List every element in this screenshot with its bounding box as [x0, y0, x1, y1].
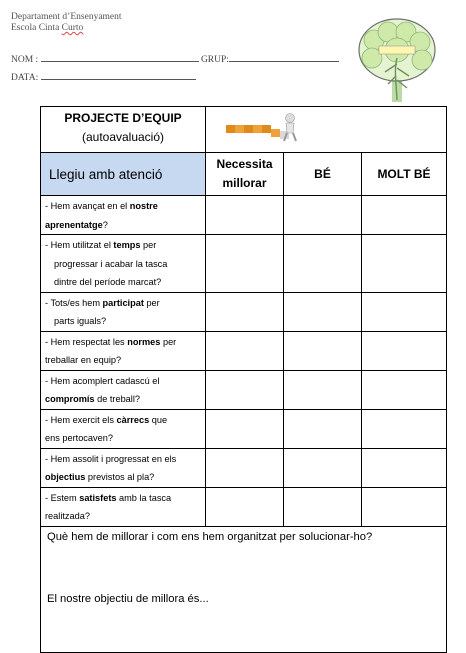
school-name — [11, 23, 122, 34]
improvement-question: Què hem de millorar i com ens hem organitzat per solucionar-ho? — [47, 530, 373, 543]
q4-good-cell[interactable] — [284, 331, 362, 370]
q2-text-c: per — [140, 240, 157, 250]
col-good: BÉ — [284, 153, 362, 196]
q1-good-cell[interactable] — [284, 196, 362, 235]
q6-text-a: - Hem exercit els — [45, 414, 117, 425]
assessment-table — [40, 106, 447, 653]
q5-bold: compromís — [45, 394, 95, 404]
q3-good-cell[interactable] — [284, 292, 362, 331]
q6-bold: càrrecs — [116, 414, 150, 425]
q3-text-c: per — [143, 297, 160, 308]
q3-text-a: - Tots/es hem — [45, 297, 103, 308]
col1-line1: Necessita — [216, 157, 273, 171]
q6-text-d: ens pertocaven? — [45, 433, 113, 443]
q1-text-d: ? — [102, 219, 108, 230]
q6-good-cell[interactable] — [284, 409, 362, 448]
q2-very-good-cell[interactable] — [362, 235, 447, 293]
q5-good-cell[interactable] — [284, 370, 362, 409]
q2-text-d: progressar i acabar la tasca — [54, 258, 168, 269]
q3-bold: participat — [102, 297, 144, 308]
q7-good-cell[interactable] — [284, 448, 362, 487]
project-title: PROJECTE D’EQUIP — [64, 111, 182, 125]
q6-very-good-cell[interactable] — [362, 409, 447, 448]
instructions-cell: Llegiu amb atenció — [41, 153, 206, 196]
q2-text-e: dintre del període marcat? — [54, 277, 162, 287]
reflection-cell[interactable] — [41, 526, 447, 652]
date-row — [11, 71, 196, 83]
question-row — [41, 409, 447, 448]
q7-text-c: previstos al pla? — [85, 472, 155, 482]
school-header — [11, 12, 122, 34]
school-name-suffix: Curto — [61, 23, 84, 33]
title-image-cell — [206, 107, 447, 153]
grup-label: GRUP: — [200, 55, 229, 65]
q6-needs-improvement-cell[interactable] — [206, 409, 284, 448]
data-line — [41, 71, 196, 80]
q5-very-good-cell[interactable] — [362, 370, 447, 409]
q1-very-good-cell[interactable] — [362, 196, 447, 235]
question-row — [41, 292, 447, 331]
col1-line2: millorar — [222, 176, 267, 190]
department-name: Departament d’Ensenyament — [11, 12, 122, 22]
school-name-prefix: Escola Cinta — [11, 23, 60, 33]
q5-text-a: - Hem acomplert cadascú el — [45, 375, 160, 386]
q1-text-a: - Hem avançat en el — [45, 201, 130, 211]
q1-bold-1: nostre — [129, 201, 158, 211]
stacking-blocks-icon — [224, 111, 304, 143]
question-row — [41, 370, 447, 409]
q6-text-c: que — [149, 414, 168, 425]
question-row — [41, 487, 447, 526]
question-row — [41, 196, 447, 235]
question-1 — [41, 196, 206, 235]
col-needs-improvement — [206, 153, 284, 196]
school-logo-tree-icon — [352, 14, 442, 104]
reflection-row — [41, 526, 447, 652]
q5-needs-improvement-cell[interactable] — [206, 370, 284, 409]
question-6 — [41, 409, 206, 448]
q8-good-cell[interactable] — [284, 487, 362, 526]
question-row — [41, 235, 447, 293]
q5-text-c: de treball? — [94, 394, 140, 404]
q3-text-d: parts iguals? — [54, 316, 107, 326]
question-7 — [41, 448, 206, 487]
nom-label: NOM : — [11, 55, 39, 65]
nom-line — [41, 53, 199, 62]
name-group-row — [11, 53, 339, 65]
column-header-row — [41, 153, 447, 196]
q1-needs-improvement-cell[interactable] — [206, 196, 284, 235]
q4-text-a: - Hem respectat les — [45, 336, 128, 347]
q8-text-d: realitzada? — [45, 511, 90, 521]
q2-good-cell[interactable] — [284, 235, 362, 293]
q8-text-c: amb la tasca — [116, 492, 172, 503]
q7-text-a: - Hem assolit i progressat en els — [45, 453, 177, 464]
question-row — [41, 331, 447, 370]
q8-needs-improvement-cell[interactable] — [206, 487, 284, 526]
q1-bold-2: aprenentatge — [45, 219, 103, 230]
title-cell — [41, 107, 206, 153]
q4-needs-improvement-cell[interactable] — [206, 331, 284, 370]
data-label: DATA: — [11, 73, 39, 83]
q4-very-good-cell[interactable] — [362, 331, 447, 370]
q7-needs-improvement-cell[interactable] — [206, 448, 284, 487]
q2-needs-improvement-cell[interactable] — [206, 235, 284, 293]
title-row — [41, 107, 447, 153]
q8-very-good-cell[interactable] — [362, 487, 447, 526]
q4-text-d: treballar en equip? — [45, 355, 122, 365]
question-4 — [41, 331, 206, 370]
q4-bold: normes — [127, 336, 161, 347]
q2-bold: temps — [113, 240, 141, 250]
q7-bold: objectius — [45, 472, 86, 482]
improvement-goal: El nostre objectiu de millora és... — [47, 592, 209, 605]
question-2 — [41, 235, 206, 293]
q7-very-good-cell[interactable] — [362, 448, 447, 487]
q3-very-good-cell[interactable] — [362, 292, 447, 331]
question-5 — [41, 370, 206, 409]
project-subtitle: (autoavaluació) — [81, 130, 165, 144]
q4-text-c: per — [160, 336, 177, 347]
question-row — [41, 448, 447, 487]
q8-bold: satisfets — [79, 492, 117, 503]
col-very-good: MOLT BÉ — [362, 153, 447, 196]
grup-line — [229, 53, 339, 62]
question-8 — [41, 487, 206, 526]
q2-text-a: - Hem utilitzat el — [45, 240, 114, 250]
question-3 — [41, 292, 206, 331]
q3-needs-improvement-cell[interactable] — [206, 292, 284, 331]
q8-text-a: - Estem — [45, 492, 80, 503]
